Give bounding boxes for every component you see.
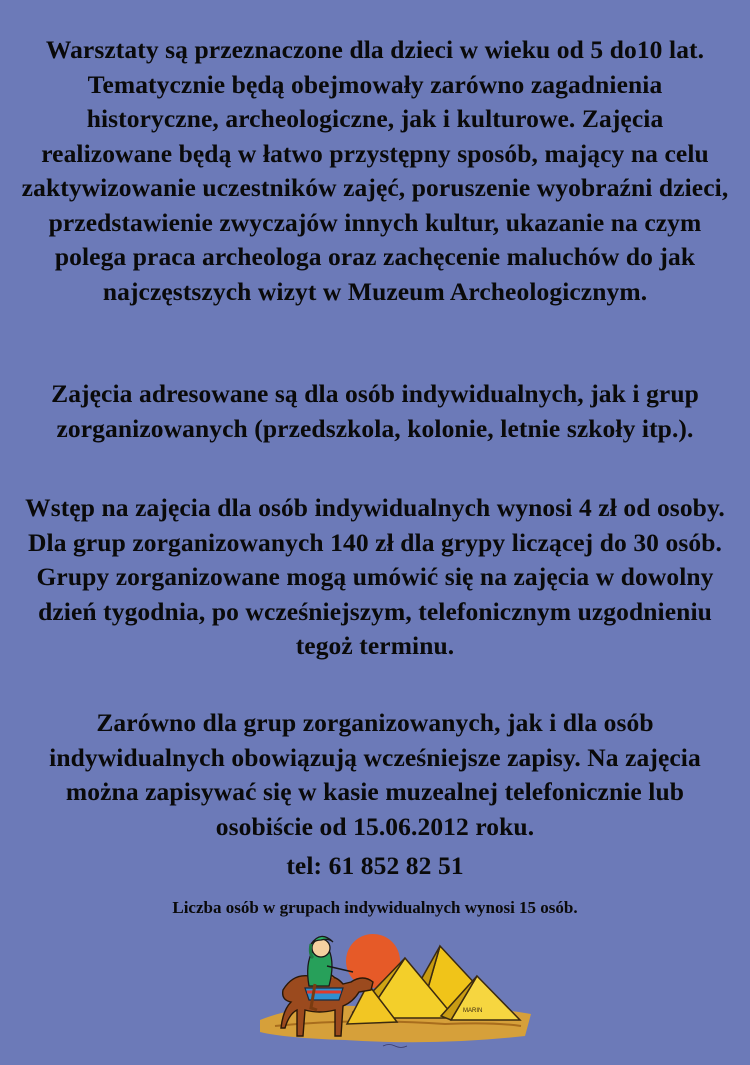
camel-rider-pyramids-illustration bbox=[255, 928, 535, 1058]
paragraph-target-audience: Zajęcia adresowane są dla osób indywidualnych, jak i grup zorganizowanych (przedszkola, kolonie, letnie szkoły itp.). bbox=[51, 379, 699, 443]
paragraph-registration: Zarówno dla grup zorganizowanych, jak i dla osób indywidualnych obowiązują wcześniejsze zapisy. Na zajęcia można zapisywać się w kasie muzealnej telefonicznie lub osobiście od 15.06.2012 roku. bbox=[49, 708, 701, 841]
paragraph-pricing: Wstęp na zajęcia dla osób indywidualnych wynosi 4 zł od osoby. Dla grup zorganizowanych 140 zł dla grypy liczącej do 30 osób. Grupy zorganizowane mogą umówić się na zajęcia w dowolny dzień tygodnia, po wcześniejszym, telefonicznym uzgodnieniu tegoż terminu. bbox=[25, 493, 725, 660]
saddle-blanket bbox=[305, 988, 343, 1000]
group-size-note: Liczba osób w grupach indywidualnych wynosi 15 osób. bbox=[172, 898, 578, 917]
artist-signature: MARIN bbox=[463, 1008, 483, 1014]
phone-number: tel: 61 852 82 51 bbox=[286, 851, 464, 880]
paragraph-workshop-description: Warsztaty są przeznaczone dla dzieci w wieku od 5 do10 lat. Tematycznie będą obejmowały zarówno zagadnienia historyczne, archeologiczne, jak i kulturowe. Zajęcia realizowane będą w łatwo przystępny sposób, mający na celu zaktywizowanie uczestników zajęć, poruszenie wyobraźni dzieci, przedstawienie zwyczajów innych kultur, ukazanie na czym polega praca archeologa oraz zachęcenie maluchów do jak najczęstszych wizyt w Muzeum Archeologicznym. bbox=[21, 35, 729, 306]
